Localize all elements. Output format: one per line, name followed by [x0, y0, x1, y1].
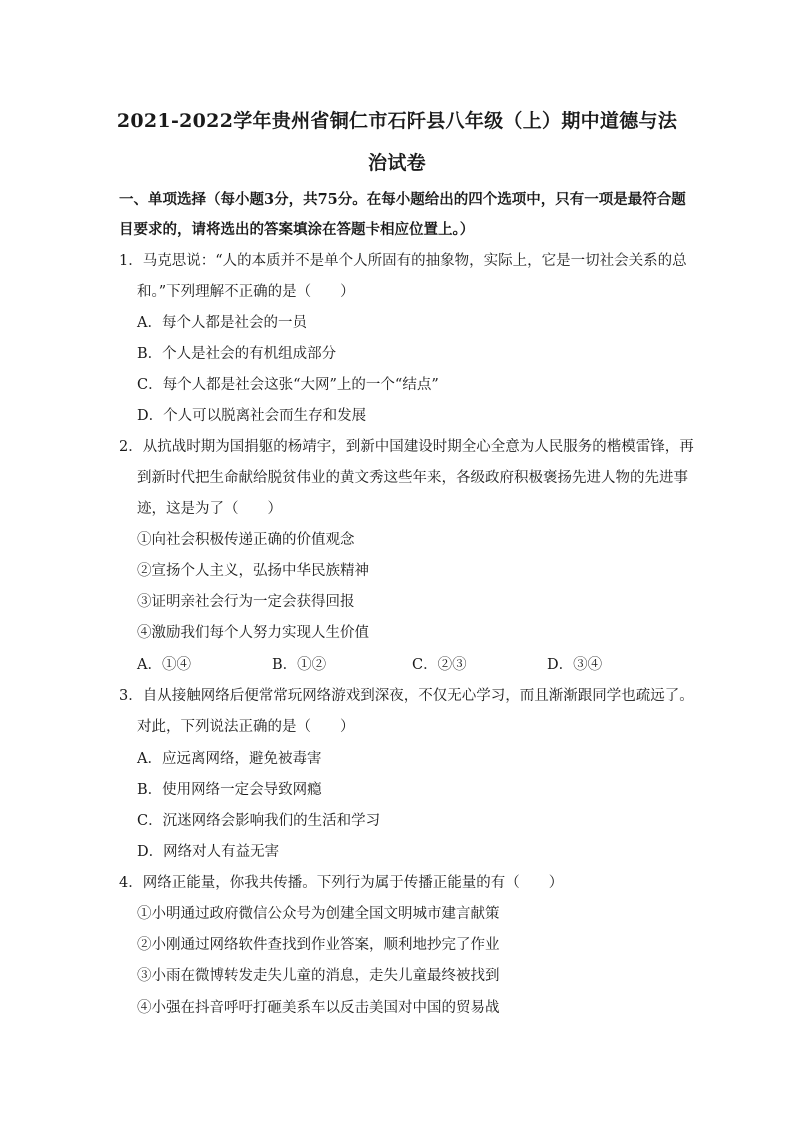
question-1-stem-line2: 和。”下列理解不正确的是（ ）	[137, 284, 355, 300]
question-2-option-a: A．①④	[137, 657, 191, 673]
question-4-statement-1: ①小明通过政府微信公众号为创建全国文明城市建言献策	[137, 906, 500, 922]
question-3-stem-line2: 对此，下列说法正确的是（ ）	[137, 719, 355, 735]
question-2-statement-2: ②宣扬个人主义，弘扬中华民族精神	[137, 563, 369, 579]
question-2-option-b: B．①②	[272, 657, 327, 673]
question-1-option-c: C．每个人都是社会这张“大网”上的一个“结点”	[137, 377, 439, 393]
exam-title-line1: 2021-2022学年贵州省铜仁市石阡县八年级（上）期中道德与法	[116, 110, 678, 132]
exam-title-line2: 治试卷	[368, 152, 426, 174]
section-instruction-line1: 一、单项选择（每小题3分，共75分。在每小题给出的四个选项中，只有一项是最符合题	[119, 191, 686, 208]
question-1-option-a: A．每个人都是社会的一员	[137, 315, 307, 331]
question-2-statement-1: ①向社会积极传递正确的价值观念	[137, 532, 355, 548]
section-instruction-line2: 目要求的，请将选出的答案填涂在答题卡相应位置上。）	[119, 221, 475, 238]
question-3-option-a: A．应远离网络，避免被毒害	[137, 751, 322, 767]
question-1-option-b: B．个人是社会的有机组成部分	[137, 346, 337, 362]
question-4-statement-2: ②小刚通过网络软件查找到作业答案，顺利地抄完了作业	[137, 937, 500, 953]
question-3-stem-line1: 3．自从接触网络后便常常玩网络游戏到深夜，不仅无心学习，而且渐渐跟同学也疏远了。	[119, 688, 694, 704]
question-4-stem-line1: 4．网络正能量，你我共传播。下列行为属于传播正能量的有（ ）	[119, 875, 564, 891]
question-3-option-c: C．沉迷网络会影响我们的生活和学习	[137, 813, 381, 829]
question-2-statement-3: ③证明亲社会行为一定会获得回报	[137, 594, 355, 610]
question-1-option-d: D．个人可以脱离社会而生存和发展	[137, 408, 367, 424]
question-3-option-b: B．使用网络一定会导致网瘾	[137, 782, 322, 798]
question-4-statement-4: ④小强在抖音呼吁打砸美系车以反击美国对中国的贸易战	[137, 1000, 500, 1016]
question-2-stem-line3: 迹，这是为了（ ）	[137, 501, 282, 517]
question-1-stem-line1: 1．马克思说：“人的本质并不是单个人所固有的抽象物，实际上，它是一切社会关系的总	[119, 253, 687, 269]
question-2-option-c: C．②③	[412, 657, 467, 673]
question-2-option-d: D．③④	[547, 657, 603, 673]
question-3-option-d: D．网络对人有益无害	[137, 844, 280, 860]
question-4-statement-3: ③小雨在微博转发走失儿童的消息，走失儿童最终被找到	[137, 968, 500, 984]
question-2-options-row	[0, 653, 794, 673]
question-2-stem-line1: 2．从抗战时期为国捐躯的杨靖宇，到新中国建设时期全心全意为人民服务的楷模雷锋，再	[119, 439, 694, 455]
question-2-statement-4: ④激励我们每个人努力实现人生价值	[137, 625, 369, 641]
question-2-stem-line2: 到新时代把生命献给脱贫伟业的黄文秀这些年来，各级政府积极褒扬先进人物的先进事	[137, 470, 688, 486]
